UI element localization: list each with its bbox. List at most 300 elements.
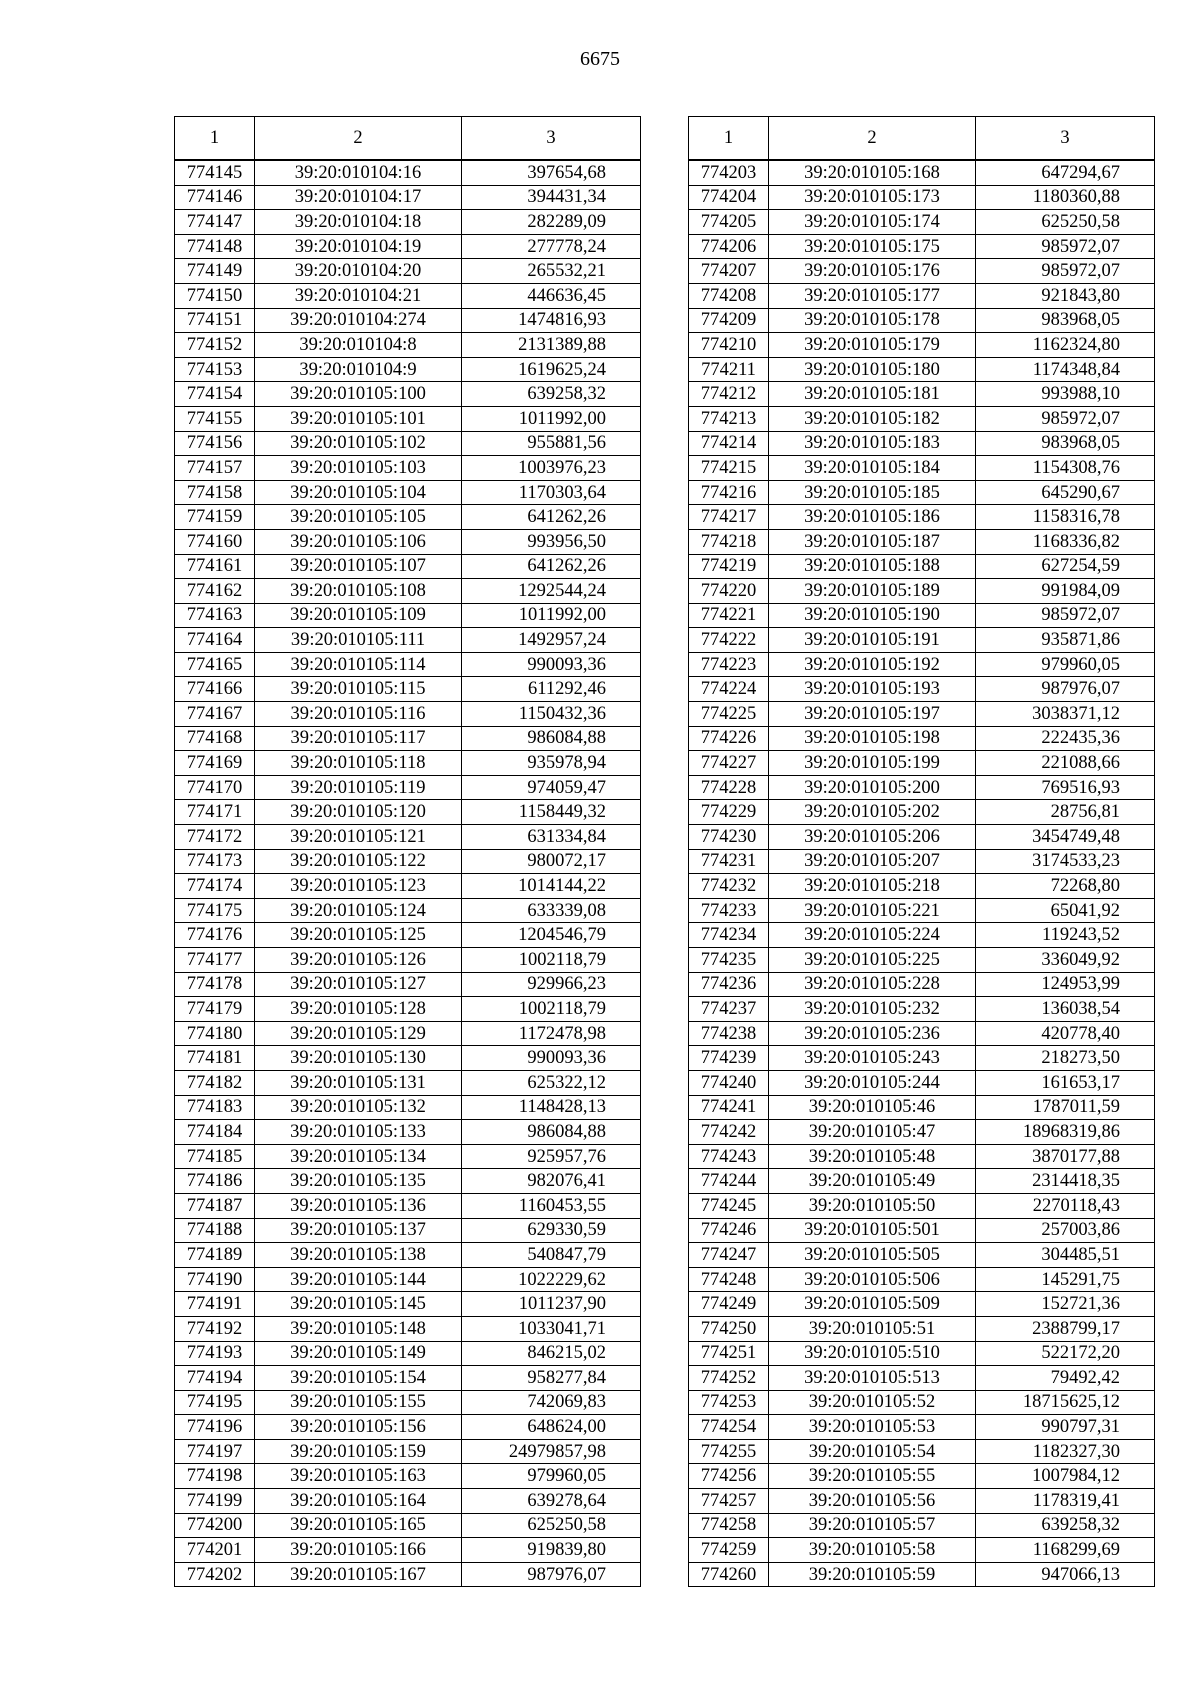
cadastral-number: 39:20:010104:18 — [255, 210, 462, 235]
row-number: 774246 — [689, 1218, 769, 1243]
table-row — [689, 1120, 1155, 1145]
value: 2270118,43 — [976, 1193, 1155, 1218]
table-row — [175, 825, 641, 850]
cadastral-number: 39:20:010105:50 — [769, 1193, 976, 1218]
table-row — [689, 406, 1155, 431]
cadastral-number: 39:20:010105:232 — [769, 997, 976, 1022]
value: 982076,41 — [462, 1169, 641, 1194]
value: 336049,92 — [976, 948, 1155, 973]
cadastral-number: 39:20:010105:135 — [255, 1169, 462, 1194]
value: 983968,05 — [976, 431, 1155, 456]
value: 221088,66 — [976, 751, 1155, 776]
value: 919839,80 — [462, 1538, 641, 1563]
cadastral-number: 39:20:010105:187 — [769, 529, 976, 554]
cadastral-number: 39:20:010104:274 — [255, 308, 462, 333]
row-number: 774153 — [175, 357, 255, 382]
row-number: 774229 — [689, 800, 769, 825]
table-row — [689, 1218, 1155, 1243]
row-number: 774212 — [689, 382, 769, 407]
value: 1022229,62 — [462, 1267, 641, 1292]
row-number: 774257 — [689, 1489, 769, 1514]
table-row — [689, 1366, 1155, 1391]
value: 1174348,84 — [976, 357, 1155, 382]
table-row — [689, 1292, 1155, 1317]
row-number: 774243 — [689, 1144, 769, 1169]
cadastral-number: 39:20:010105:108 — [255, 579, 462, 604]
cadastral-number: 39:20:010105:46 — [769, 1095, 976, 1120]
table-row — [689, 1562, 1155, 1587]
cadastral-number: 39:20:010105:173 — [769, 185, 976, 210]
column-header-1: 1 — [175, 117, 255, 161]
cadastral-number: 39:20:010104:9 — [255, 357, 462, 382]
cadastral-number: 39:20:010105:114 — [255, 652, 462, 677]
table-row — [175, 1464, 641, 1489]
row-number: 774192 — [175, 1316, 255, 1341]
table-row — [689, 726, 1155, 751]
row-number: 774231 — [689, 849, 769, 874]
value: 222435,36 — [976, 726, 1155, 751]
table-row — [175, 579, 641, 604]
table-row — [689, 160, 1155, 185]
cadastral-number: 39:20:010105:115 — [255, 677, 462, 702]
table-row — [689, 579, 1155, 604]
row-number: 774150 — [175, 283, 255, 308]
column-header-2: 2 — [255, 117, 462, 161]
cadastral-number: 39:20:010105:128 — [255, 997, 462, 1022]
value: 742069,83 — [462, 1390, 641, 1415]
value: 18968319,86 — [976, 1120, 1155, 1145]
table-row — [689, 529, 1155, 554]
value: 846215,02 — [462, 1341, 641, 1366]
row-number: 774255 — [689, 1439, 769, 1464]
value: 641262,26 — [462, 554, 641, 579]
table-row — [689, 1538, 1155, 1563]
value: 1178319,41 — [976, 1489, 1155, 1514]
table-row — [175, 1366, 641, 1391]
cadastral-number: 39:20:010105:185 — [769, 480, 976, 505]
cadastral-number: 39:20:010105:101 — [255, 406, 462, 431]
value: 79492,42 — [976, 1366, 1155, 1391]
value: 1168299,69 — [976, 1538, 1155, 1563]
value: 629330,59 — [462, 1218, 641, 1243]
cadastral-number: 39:20:010105:57 — [769, 1513, 976, 1538]
row-number: 774151 — [175, 308, 255, 333]
table-row — [175, 554, 641, 579]
value: 1180360,88 — [976, 185, 1155, 210]
table-row — [175, 210, 641, 235]
register-table-left — [174, 116, 641, 1587]
table-row — [175, 1538, 641, 1563]
table-row — [175, 1169, 641, 1194]
register-table-right — [688, 116, 1155, 1587]
table-row — [175, 1095, 641, 1120]
value: 993956,50 — [462, 529, 641, 554]
cadastral-number: 39:20:010105:178 — [769, 308, 976, 333]
cadastral-number: 39:20:010105:138 — [255, 1243, 462, 1268]
row-number: 774259 — [689, 1538, 769, 1563]
value: 1204546,79 — [462, 923, 641, 948]
table-row — [689, 554, 1155, 579]
table-row — [689, 1070, 1155, 1095]
table-row — [175, 1144, 641, 1169]
row-number: 774225 — [689, 702, 769, 727]
cadastral-number: 39:20:010105:132 — [255, 1095, 462, 1120]
table-row — [689, 849, 1155, 874]
row-number: 774201 — [175, 1538, 255, 1563]
row-number: 774226 — [689, 726, 769, 751]
table-row — [689, 210, 1155, 235]
cadastral-number: 39:20:010105:163 — [255, 1464, 462, 1489]
row-number: 774211 — [689, 357, 769, 382]
table-row — [175, 1513, 641, 1538]
table-row — [689, 308, 1155, 333]
value: 124953,99 — [976, 972, 1155, 997]
table-row — [175, 456, 641, 481]
row-number: 774176 — [175, 923, 255, 948]
cadastral-number: 39:20:010105:102 — [255, 431, 462, 456]
cadastral-number: 39:20:010105:126 — [255, 948, 462, 973]
table-row — [175, 948, 641, 973]
table-row — [175, 308, 641, 333]
value: 925957,76 — [462, 1144, 641, 1169]
cadastral-number: 39:20:010105:131 — [255, 1070, 462, 1095]
cadastral-number: 39:20:010105:154 — [255, 1366, 462, 1391]
table-row — [689, 456, 1155, 481]
table-row — [689, 357, 1155, 382]
row-number: 774234 — [689, 923, 769, 948]
row-number: 774244 — [689, 1169, 769, 1194]
table-body-left — [175, 160, 641, 1587]
table-row — [689, 333, 1155, 358]
row-number: 774258 — [689, 1513, 769, 1538]
value: 974059,47 — [462, 775, 641, 800]
value: 522172,20 — [976, 1341, 1155, 1366]
cadastral-number: 39:20:010104:8 — [255, 333, 462, 358]
row-number: 774209 — [689, 308, 769, 333]
value: 611292,46 — [462, 677, 641, 702]
row-number: 774156 — [175, 431, 255, 456]
row-number: 774210 — [689, 333, 769, 358]
table-row — [689, 1439, 1155, 1464]
table-row — [175, 382, 641, 407]
table-row — [689, 923, 1155, 948]
cadastral-number: 39:20:010104:17 — [255, 185, 462, 210]
table-row — [689, 898, 1155, 923]
table-row — [689, 1243, 1155, 1268]
row-number: 774155 — [175, 406, 255, 431]
row-number: 774249 — [689, 1292, 769, 1317]
row-number: 774220 — [689, 579, 769, 604]
cadastral-number: 39:20:010105:198 — [769, 726, 976, 751]
table-row — [175, 603, 641, 628]
cadastral-number: 39:20:010105:206 — [769, 825, 976, 850]
value: 990093,36 — [462, 652, 641, 677]
cadastral-number: 39:20:010105:179 — [769, 333, 976, 358]
table-row — [689, 1513, 1155, 1538]
cadastral-number: 39:20:010105:184 — [769, 456, 976, 481]
value: 1002118,79 — [462, 948, 641, 973]
value: 1003976,23 — [462, 456, 641, 481]
value: 648624,00 — [462, 1415, 641, 1440]
cadastral-number: 39:20:010105:228 — [769, 972, 976, 997]
cadastral-number: 39:20:010105:191 — [769, 628, 976, 653]
cadastral-number: 39:20:010105:124 — [255, 898, 462, 923]
row-number: 774188 — [175, 1218, 255, 1243]
cadastral-number: 39:20:010105:197 — [769, 702, 976, 727]
cadastral-number: 39:20:010105:200 — [769, 775, 976, 800]
table-row — [175, 234, 641, 259]
table-row — [175, 1267, 641, 1292]
cadastral-number: 39:20:010105:118 — [255, 751, 462, 776]
row-number: 774242 — [689, 1120, 769, 1145]
row-number: 774167 — [175, 702, 255, 727]
value: 3038371,12 — [976, 702, 1155, 727]
table-row — [175, 1292, 641, 1317]
cadastral-number: 39:20:010105:177 — [769, 283, 976, 308]
cadastral-number: 39:20:010105:183 — [769, 431, 976, 456]
value: 983968,05 — [976, 308, 1155, 333]
table-row — [175, 185, 641, 210]
table-row — [175, 751, 641, 776]
value: 540847,79 — [462, 1243, 641, 1268]
row-number: 774146 — [175, 185, 255, 210]
row-number: 774177 — [175, 948, 255, 973]
table-row — [689, 382, 1155, 407]
value: 304485,51 — [976, 1243, 1155, 1268]
value: 980072,17 — [462, 849, 641, 874]
row-number: 774239 — [689, 1046, 769, 1071]
row-number: 774194 — [175, 1366, 255, 1391]
cadastral-number: 39:20:010105:202 — [769, 800, 976, 825]
row-number: 774149 — [175, 259, 255, 284]
table-row — [175, 849, 641, 874]
value: 625322,12 — [462, 1070, 641, 1095]
cadastral-number: 39:20:010105:109 — [255, 603, 462, 628]
row-number: 774251 — [689, 1341, 769, 1366]
cadastral-number: 39:20:010105:106 — [255, 529, 462, 554]
row-number: 774236 — [689, 972, 769, 997]
row-number: 774235 — [689, 948, 769, 973]
cadastral-number: 39:20:010105:149 — [255, 1341, 462, 1366]
value: 218273,50 — [976, 1046, 1155, 1071]
table-row — [689, 1316, 1155, 1341]
cadastral-number: 39:20:010105:59 — [769, 1562, 976, 1587]
row-number: 774224 — [689, 677, 769, 702]
value: 1162324,80 — [976, 333, 1155, 358]
table-row — [689, 603, 1155, 628]
row-number: 774160 — [175, 529, 255, 554]
row-number: 774179 — [175, 997, 255, 1022]
table-row — [175, 775, 641, 800]
cadastral-number: 39:20:010105:120 — [255, 800, 462, 825]
table-row — [175, 160, 641, 185]
value: 1474816,93 — [462, 308, 641, 333]
table-row — [175, 1021, 641, 1046]
table-row — [689, 1169, 1155, 1194]
cadastral-number: 39:20:010105:136 — [255, 1193, 462, 1218]
value: 639278,64 — [462, 1489, 641, 1514]
value: 3454749,48 — [976, 825, 1155, 850]
cadastral-number: 39:20:010105:221 — [769, 898, 976, 923]
table-row — [175, 1243, 641, 1268]
value: 979960,05 — [462, 1464, 641, 1489]
table-row — [175, 1120, 641, 1145]
cadastral-number: 39:20:010104:19 — [255, 234, 462, 259]
cadastral-number: 39:20:010105:207 — [769, 849, 976, 874]
cadastral-number: 39:20:010105:188 — [769, 554, 976, 579]
value: 420778,40 — [976, 1021, 1155, 1046]
value: 1011992,00 — [462, 406, 641, 431]
row-number: 774260 — [689, 1562, 769, 1587]
row-number: 774196 — [175, 1415, 255, 1440]
table-row — [689, 1415, 1155, 1440]
value: 985972,07 — [976, 603, 1155, 628]
row-number: 774245 — [689, 1193, 769, 1218]
cadastral-number: 39:20:010105:51 — [769, 1316, 976, 1341]
value: 633339,08 — [462, 898, 641, 923]
value: 769516,93 — [976, 775, 1155, 800]
row-number: 774232 — [689, 874, 769, 899]
cadastral-number: 39:20:010105:505 — [769, 1243, 976, 1268]
table-row — [689, 1267, 1155, 1292]
table-row — [689, 234, 1155, 259]
value: 24979857,98 — [462, 1439, 641, 1464]
table-row — [175, 1489, 641, 1514]
table-row — [175, 1316, 641, 1341]
row-number: 774178 — [175, 972, 255, 997]
row-number: 774185 — [175, 1144, 255, 1169]
table-row — [689, 1021, 1155, 1046]
cadastral-number: 39:20:010105:137 — [255, 1218, 462, 1243]
cadastral-number: 39:20:010105:116 — [255, 702, 462, 727]
row-number: 774250 — [689, 1316, 769, 1341]
cadastral-number: 39:20:010105:164 — [255, 1489, 462, 1514]
table-body-right — [689, 160, 1155, 1587]
value: 1011237,90 — [462, 1292, 641, 1317]
row-number: 774174 — [175, 874, 255, 899]
cadastral-number: 39:20:010105:52 — [769, 1390, 976, 1415]
row-number: 774230 — [689, 825, 769, 850]
value: 282289,09 — [462, 210, 641, 235]
cadastral-number: 39:20:010105:127 — [255, 972, 462, 997]
table-row — [175, 259, 641, 284]
table-row — [689, 677, 1155, 702]
value: 72268,80 — [976, 874, 1155, 899]
value: 394431,34 — [462, 185, 641, 210]
cadastral-number: 39:20:010105:180 — [769, 357, 976, 382]
value: 647294,67 — [976, 160, 1155, 185]
cadastral-number: 39:20:010105:148 — [255, 1316, 462, 1341]
row-number: 774206 — [689, 234, 769, 259]
value: 935978,94 — [462, 751, 641, 776]
row-number: 774172 — [175, 825, 255, 850]
table-row — [175, 283, 641, 308]
cadastral-number: 39:20:010105:182 — [769, 406, 976, 431]
table-row — [175, 480, 641, 505]
table-row — [175, 431, 641, 456]
table-row — [689, 751, 1155, 776]
value: 958277,84 — [462, 1366, 641, 1391]
cadastral-number: 39:20:010105:509 — [769, 1292, 976, 1317]
cadastral-number: 39:20:010105:47 — [769, 1120, 976, 1145]
row-number: 774203 — [689, 160, 769, 185]
value: 28756,81 — [976, 800, 1155, 825]
cadastral-number: 39:20:010105:133 — [255, 1120, 462, 1145]
cadastral-number: 39:20:010105:168 — [769, 160, 976, 185]
value: 625250,58 — [976, 210, 1155, 235]
cadastral-number: 39:20:010105:144 — [255, 1267, 462, 1292]
row-number: 774247 — [689, 1243, 769, 1268]
row-number: 774217 — [689, 505, 769, 530]
cadastral-number: 39:20:010105:243 — [769, 1046, 976, 1071]
value: 1011992,00 — [462, 603, 641, 628]
cadastral-number: 39:20:010105:181 — [769, 382, 976, 407]
row-number: 774159 — [175, 505, 255, 530]
row-number: 774189 — [175, 1243, 255, 1268]
row-number: 774253 — [689, 1390, 769, 1415]
row-number: 774187 — [175, 1193, 255, 1218]
value: 627254,59 — [976, 554, 1155, 579]
cadastral-number: 39:20:010105:156 — [255, 1415, 462, 1440]
value: 1160453,55 — [462, 1193, 641, 1218]
row-number: 774183 — [175, 1095, 255, 1120]
value: 257003,86 — [976, 1218, 1155, 1243]
value: 1182327,30 — [976, 1439, 1155, 1464]
table-row — [689, 800, 1155, 825]
value: 136038,54 — [976, 997, 1155, 1022]
table-row — [689, 1390, 1155, 1415]
row-number: 774195 — [175, 1390, 255, 1415]
table-row — [689, 997, 1155, 1022]
value: 145291,75 — [976, 1267, 1155, 1292]
table-row — [175, 333, 641, 358]
row-number: 774205 — [689, 210, 769, 235]
value: 985972,07 — [976, 234, 1155, 259]
value: 645290,67 — [976, 480, 1155, 505]
value: 639258,32 — [462, 382, 641, 407]
cadastral-number: 39:20:010105:129 — [255, 1021, 462, 1046]
row-number: 774238 — [689, 1021, 769, 1046]
value: 1170303,64 — [462, 480, 641, 505]
table-header-row — [175, 117, 641, 161]
value: 990797,31 — [976, 1415, 1155, 1440]
value: 2131389,88 — [462, 333, 641, 358]
value: 979960,05 — [976, 652, 1155, 677]
row-number: 774227 — [689, 751, 769, 776]
table-row — [689, 1095, 1155, 1120]
table-row — [175, 677, 641, 702]
column-header-3: 3 — [462, 117, 641, 161]
cadastral-number: 39:20:010105:125 — [255, 923, 462, 948]
cadastral-number: 39:20:010105:189 — [769, 579, 976, 604]
row-number: 774223 — [689, 652, 769, 677]
cadastral-number: 39:20:010105:224 — [769, 923, 976, 948]
value: 990093,36 — [462, 1046, 641, 1071]
value: 119243,52 — [976, 923, 1155, 948]
row-number: 774198 — [175, 1464, 255, 1489]
cadastral-number: 39:20:010105:175 — [769, 234, 976, 259]
value: 639258,32 — [976, 1513, 1155, 1538]
table-row — [175, 1390, 641, 1415]
cadastral-number: 39:20:010105:225 — [769, 948, 976, 973]
value: 1007984,12 — [976, 1464, 1155, 1489]
row-number: 774145 — [175, 160, 255, 185]
row-number: 774233 — [689, 898, 769, 923]
row-number: 774213 — [689, 406, 769, 431]
row-number: 774162 — [175, 579, 255, 604]
row-number: 774164 — [175, 628, 255, 653]
table-row — [689, 702, 1155, 727]
